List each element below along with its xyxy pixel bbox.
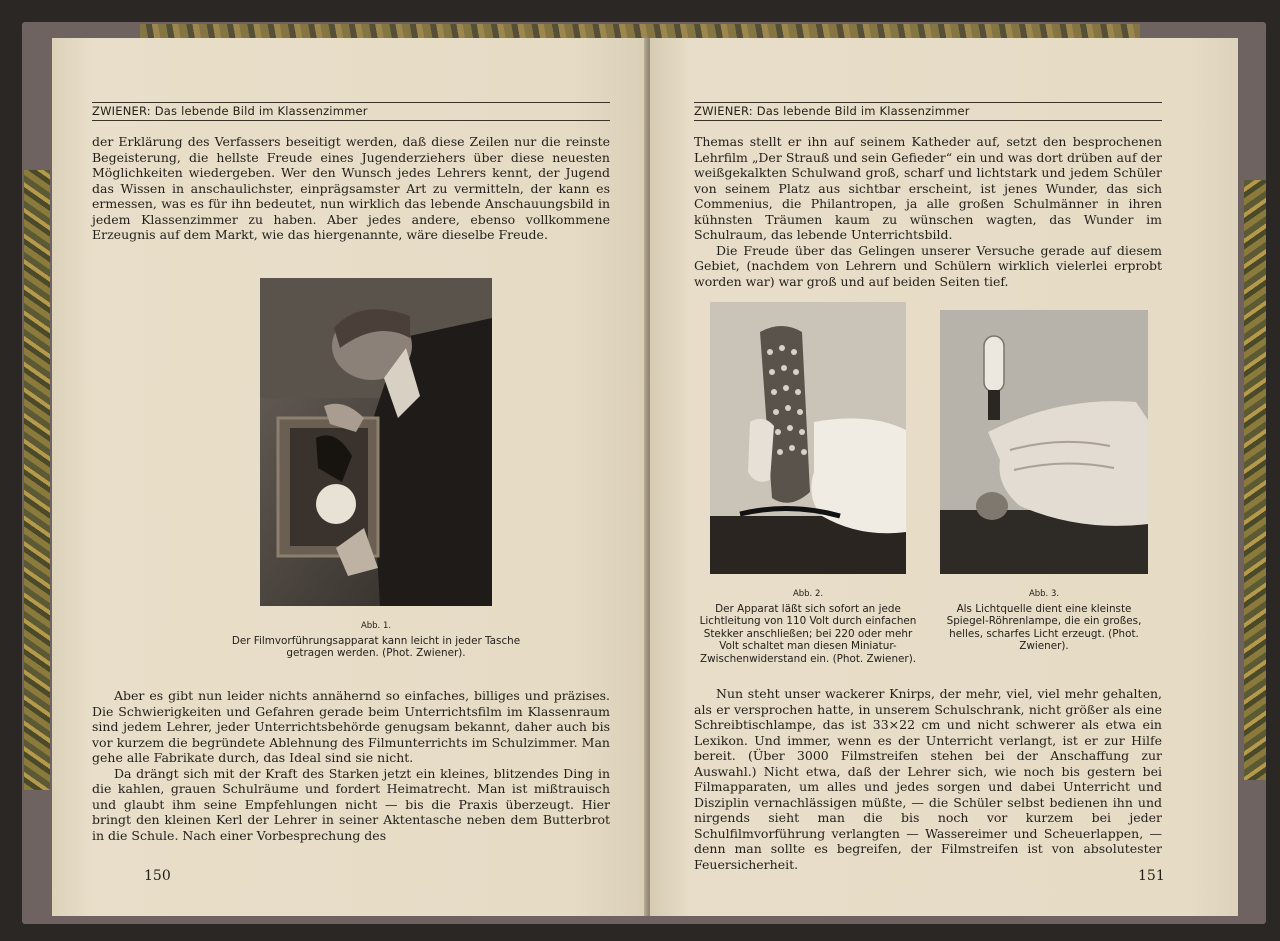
top-paragraph: [92, 134, 610, 243]
figure-1-photo: [260, 278, 492, 606]
figure-label: Abb. 3.: [1028, 589, 1060, 599]
paragraph-text: der Erklärung des Verfassers beseitigt werden, daß diese Zeilen nur die reinste Begeisterung, die hellste Freude eines Jugenderziehers über diese neuesten Möglichkeiten wiedergeben. Wer den Wunsch jedes Lehrers kennt, der Jugend das Wissen in anschaulichster, einprägsamster Art zu vermitteln, der kann es ermessen, was es für ihn bedeutet, nun wirklich das lebende Anschauungsbild in jedem Klassenzimmer zu haben. Aber jedes andere, ebenso vollkommene Erzeugnis auf dem Markt, wie das hiergenannte, wäre dieselbe Freude.: [92, 134, 610, 242]
figure-1-caption: [230, 620, 522, 660]
caption-text: Der Apparat läßt sich sofort an jede Lichtleitung von 110 Volt durch einfachen Stekker anschließen; bei 220 oder mehr Volt schaltet man diesen Miniatur-Zwischenwiderstand ein. (Phot. Zwiener).: [699, 602, 917, 665]
body-paragraphs: [92, 688, 610, 843]
top-paragraph: [694, 134, 1162, 289]
figure-2-caption: [698, 588, 918, 666]
paragraph-1: Aber es gibt nun leider nichts annähernd so einfaches, billiges und präzises. Die Schwierigkeiten und Gefahren gerade beim Unterrichtsfilm im Klassenraum sind jedem Lehrer, jeder Unterrichtsbehörde genugsam bekannt, daher auch bis vor kurzem die begründete Ablehnung des Filmunterrichts im Schulzimmer. Man gehe alle Fabrikate durch, das Ideal sind sie nicht.: [92, 688, 610, 765]
caption-text: Der Filmvorführungsapparat kann leicht in jeder Tasche getragen werden. (Phot. Zwiener).: [231, 634, 521, 660]
paragraph-text: Themas stellt er ihn auf seinem Katheder auf, setzt den besprochenen Lehrfilm „Der Strauß und sein Gefieder“ ein und was dort drüben auf der weißgekalkten Schulwand groß, scharf und lichtstark und jedem Schüler von seinem Platz aus sichtbar erscheint, ist jenes Wunder, das sich Commenius, die Philantropen, ja alle großen Schulmänner in ihren kühnsten Träumen kaum zu wünschen wagten, das Wunder im Schulraum, das lebende Unterrichtsbild.: [694, 134, 1162, 242]
figure-3-photo: [940, 310, 1148, 574]
marbled-edge-top: [140, 24, 1140, 38]
tube-lamp-in-hand-illustration: [940, 310, 1148, 574]
left-page: [52, 38, 648, 916]
paragraph-text: Die Freude über das Gelingen unserer Versuche gerade auf diesem Gebiet, (nachdem von Lehrern und Schülern wirklich vielerlei erprobt worden war) war groß und auf beiden Seiten tief.: [694, 242, 1162, 289]
running-head: ZWIENER: Das lebende Bild im Klassenzimmer: [92, 102, 610, 121]
caption-text: Als Lichtquelle dient eine kleinste Spiegel-Röhrenlampe, die ein großes, helles, scharfes Licht erzeugt. (Phot. Zwiener).: [946, 602, 1142, 653]
bottom-paragraph: [694, 686, 1162, 872]
figure-label: Abb. 2.: [792, 589, 824, 599]
man-with-projector-illustration: [260, 278, 492, 606]
running-head: ZWIENER: Das lebende Bild im Klassenzimmer: [694, 102, 1162, 121]
right-page: [650, 38, 1238, 916]
paragraph-2: Da drängt sich mit der Kraft des Starken jetzt ein kleines, blitzendes Ding in die kahlen, grauen Schulräume und fordert Heimatrecht. Man ist mißtrauisch und glaubt ihm seine Empfehlungen nicht — bis die Praxis überzeugt. Hier bringt den kleinen Kerl der Lehrer in seiner Aktentasche neben dem Butterbrot in die Schule. Nach einer Vorbesprechung des: [92, 765, 610, 843]
resistor-in-hand-illustration: [710, 302, 906, 574]
figure-2-photo: [710, 302, 906, 574]
page-number: 150: [144, 868, 171, 884]
marbled-edge-left: [24, 170, 50, 790]
page-number: 151: [1138, 868, 1165, 884]
marbled-edge-right: [1244, 180, 1266, 780]
figure-label: Abb. 1.: [360, 621, 392, 631]
figure-3-caption: [934, 588, 1154, 653]
paragraph-text: Nun steht unser wackerer Knirps, der mehr, viel, viel mehr gehalten, als er versprochen hatte, in unserem Schulschrank, nicht größer als eine Schreibtischlampe, das ist 33×22 cm und nicht schwerer als etwa ein Lexikon. Und immer, wenn es der Unterricht verlangt, ist er zur Hilfe bereit. (Über 3000 Filmstreifen stehen bei der Anschaffung zur Auswahl.) Nicht etwa, daß der Lehrer sich, wie noch bis gestern bei Filmapparaten, um alles und jedes sorgen und dabei Unterricht und Disziplin vernachlässigen müßte, — die Schüler selbst bedienen ihn und nirgends sieht man die bis noch vor kurzem bei jeder Schulfilmvorführung verlangten — Wassereimer und Scheuerlappen, — denn man sollte es begreifen, der Filmstreifen ist von absolutester Feuersicherheit.: [694, 686, 1162, 872]
